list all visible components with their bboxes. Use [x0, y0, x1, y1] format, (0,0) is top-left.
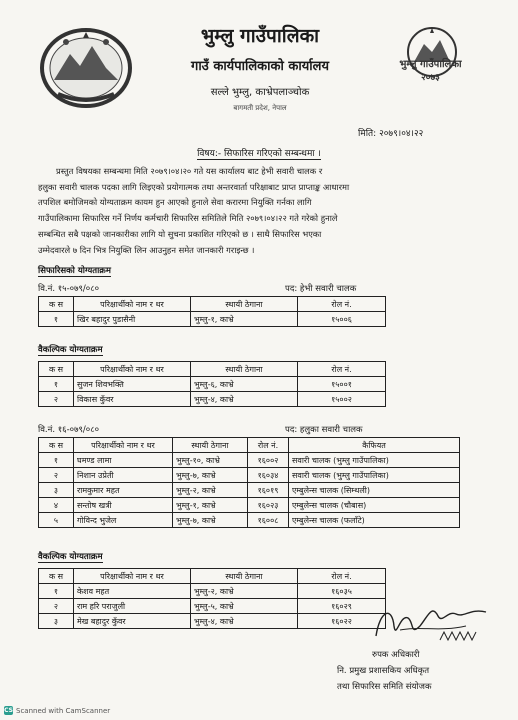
name-cell: केशव महत	[74, 584, 191, 599]
table-header-row	[39, 297, 386, 312]
serial-cell: २	[39, 392, 74, 407]
header-cell: परिक्षार्थीको नाम र थर	[74, 569, 191, 584]
name-cell: मेख बहादुर कुँवर	[74, 614, 191, 629]
body-line: प्रस्तुत विषयका सम्बन्धमा मिति २०७९।०४।२० गते यस कार्यालय बाट हेभी सवारी चालक र	[56, 166, 323, 176]
section-heading: वैकल्पिक योग्यताक्रम	[38, 345, 103, 355]
address-cell: भुम्लु-२, काभ्रे	[191, 584, 298, 599]
roll-cell: १६०२२	[298, 614, 386, 629]
address-cell: भुम्लु-७, काभ्रे	[173, 513, 248, 528]
address-cell: भुम्लु-४, काभ्रे	[191, 392, 298, 407]
header-cell: परिक्षार्थीको नाम र थर	[74, 438, 173, 453]
serial-cell: ३	[39, 483, 74, 498]
table-row	[39, 599, 386, 614]
remarks-cell: एम्बुलेन्स चालक (सिम्थली)	[289, 483, 460, 498]
name-cell: सन्तोष खत्री	[74, 498, 173, 513]
serial-cell: १	[39, 377, 74, 392]
header-cell: क स	[39, 362, 74, 377]
roll-cell: १६०३४	[248, 468, 289, 483]
name-cell: सुजन शिवभक्ति	[74, 377, 191, 392]
name-cell: रामकुमार महत	[74, 483, 173, 498]
signatory-title: नि. प्रमुख प्रशासकिय अधिकृत	[337, 666, 430, 676]
recommendation-table	[38, 296, 386, 327]
header-cell: रोल नं.	[248, 438, 289, 453]
name-cell: निशान उप्रेती	[74, 468, 173, 483]
address-cell: भुम्लु-४, काभ्रे	[191, 614, 298, 629]
header-cell: स्थायी ठेगाना	[191, 297, 298, 312]
serial-cell: २	[39, 468, 74, 483]
table-header-row	[39, 362, 386, 377]
table-row	[39, 513, 460, 528]
name-cell: विकास कुँवर	[74, 392, 191, 407]
serial-cell: १	[39, 453, 74, 468]
address-cell: भुम्लु-७, काभ्रे	[173, 468, 248, 483]
body-line: सम्बन्धित सबै पक्षको जानकारीका लागि यो सुचना प्रकाशित गरिएको छ । साथै सिफारिस भएका	[38, 228, 322, 239]
roll-cell: १६०२३	[248, 498, 289, 513]
name-cell: खिर बहादुर पुडासैनी	[74, 312, 191, 327]
header-cell: क स	[39, 297, 74, 312]
page-title: भुम्लु गाउँपालिका	[200, 25, 320, 47]
roll-cell: १६०१९	[248, 483, 289, 498]
table-row	[39, 614, 386, 629]
table-header-row	[39, 569, 386, 584]
remarks-cell: एम्बुलेन्स चालक (फलाँटे)	[289, 513, 460, 528]
roll-cell: १५००२	[298, 392, 386, 407]
address-cell: भुम्लु-१, काभ्रे	[191, 312, 298, 327]
header-cell: स्थायी ठेगाना	[191, 362, 298, 377]
header-cell: रोल नं.	[298, 297, 386, 312]
letter-subject: विषय:- सिफारिस गरिएको सम्बन्धमा ।	[197, 149, 321, 159]
table-row	[39, 584, 386, 599]
roll-cell: १५००१	[298, 377, 386, 392]
roll-cell: १६००८	[248, 513, 289, 528]
office-address: सल्ले भुम्लु, काभ्रेपलाञ्चोक	[210, 87, 310, 98]
vacancy-number: वि.नं. १५-०७९/०८०	[38, 284, 100, 294]
nepal-emblem-logo	[36, 22, 136, 110]
serial-cell: ३	[39, 614, 74, 629]
signatory-name: रुपक अधिकारी	[372, 650, 420, 660]
address-cell: भुम्लु-६, काभ्रे	[191, 377, 298, 392]
handwritten-signature	[370, 596, 494, 646]
roll-cell: १६०३५	[298, 584, 386, 599]
header-cell: स्थायी ठेगाना	[191, 569, 298, 584]
serial-cell: २	[39, 599, 74, 614]
body-line: उम्मेदवारले ७ दिन भित्र नियुक्ति लिन आउनुहन समेत जानकारी गराइन्छ ।	[38, 244, 255, 255]
roll-cell: १६०२९	[298, 599, 386, 614]
table-row	[39, 468, 460, 483]
serial-cell: १	[39, 312, 74, 327]
address-cell: भुम्लु-१०, काभ्रे	[173, 453, 248, 468]
alternate-table-2	[38, 568, 386, 629]
header-cell: स्थायी ठेगाना	[173, 438, 248, 453]
header-cell: कैफियत	[289, 438, 460, 453]
header-cell: रोल नं.	[298, 362, 386, 377]
roll-cell: १६००२	[248, 453, 289, 468]
post-name: पद: हेभी सवारी चालक	[285, 284, 357, 294]
remarks-cell: सवारी चालक (भुम्लु गाउँपालिका)	[289, 468, 460, 483]
section-heading: सिफारिसको योग्यताक्रम	[38, 266, 111, 276]
table-row	[39, 312, 386, 327]
name-cell: राम हरि पराजुली	[74, 599, 191, 614]
light-vehicle-table	[38, 437, 460, 528]
header-cell: परिक्षार्थीको नाम र थर	[74, 297, 191, 312]
letter-date: मिति: २०७९।०४।२२	[358, 129, 424, 139]
body-line: गाउँपालिकामा सिफारिस गर्ने निर्णय कर्मचारी सिफारिस समितिले मिति २०७९।०४।२२ गते गरेको हुनाले	[38, 213, 338, 224]
remarks-cell: सवारी चालक (भुम्लु गाउँपालिका)	[289, 453, 460, 468]
signatory-role: तथा सिफारिस समिति संयोजक	[337, 682, 432, 692]
office-name: गाउँ कार्यपालिकाको कार्यालय	[191, 59, 329, 74]
camscanner-icon: CS	[4, 707, 13, 714]
table-row	[39, 498, 460, 513]
letter-body	[38, 164, 474, 258]
roll-cell: १५००६	[298, 312, 386, 327]
vacancy-number: वि.नं. १६-०७९/०८०	[38, 425, 100, 435]
logo-name-text: भुम्लु गाउँपालिका	[399, 59, 462, 70]
table-header-row	[39, 438, 460, 453]
name-cell: गोविन्द भुजेल	[74, 513, 173, 528]
table-row	[39, 483, 460, 498]
section-heading: वैकल्पिक योग्यताक्रम	[38, 552, 103, 562]
serial-cell: ५	[39, 513, 74, 528]
table-row	[39, 453, 460, 468]
address-cell: भुम्लु-५, काभ्रे	[191, 599, 298, 614]
table-row	[39, 377, 386, 392]
name-cell: घमण्ड लामा	[74, 453, 173, 468]
scanner-watermark	[4, 706, 110, 715]
watermark-text: Scanned with CamScanner	[16, 706, 111, 715]
post-name: पद: हलुका सवारी चालक	[285, 425, 363, 435]
header-cell: क स	[39, 438, 74, 453]
body-line: हलुका सवारी चालक पदका लागि लिइएको प्रयोगात्मक तथा अन्तरवार्ता परिक्षाबाट प्राप्त प्राप्ताङ्क आधारमा	[38, 181, 350, 192]
body-line: तपशिल बमोजिमको योग्यताक्रम कायम हुन आएको हुनाले सेवा करारमा नियुक्ति गर्नका लागि	[38, 197, 312, 208]
table-row	[39, 392, 386, 407]
address-cell: भुम्लु-१, काभ्रे	[173, 498, 248, 513]
logo-year-text: २०७३	[421, 73, 440, 83]
serial-cell: ४	[39, 498, 74, 513]
header-cell: रोल नं.	[298, 569, 386, 584]
remarks-cell: एम्बुलेन्स चालक (चौबास)	[289, 498, 460, 513]
address-cell: भुम्लु-२, काभ्रे	[173, 483, 248, 498]
alternate-table	[38, 361, 386, 407]
province-name: बागमती प्रदेश, नेपाल	[233, 104, 287, 112]
header-cell: क स	[39, 569, 74, 584]
serial-cell: १	[39, 584, 74, 599]
header-cell: परिक्षार्थीको नाम र थर	[74, 362, 191, 377]
